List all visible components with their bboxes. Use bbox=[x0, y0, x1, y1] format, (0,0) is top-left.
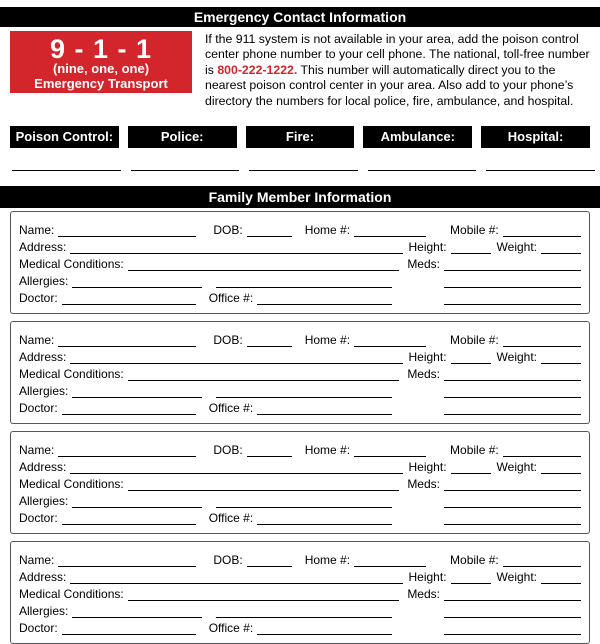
doctor-field-line[interactable] bbox=[62, 512, 196, 525]
member-row-doctor bbox=[19, 398, 581, 415]
family-member-card-4 bbox=[10, 541, 590, 644]
emergency-contact-lines-row bbox=[12, 170, 595, 172]
member-row-name bbox=[19, 329, 581, 346]
weight-label: Weight: bbox=[496, 569, 537, 584]
family-member-header-bar bbox=[0, 186, 600, 208]
member-row-address bbox=[19, 567, 581, 584]
office-phone-label: Office #: bbox=[208, 511, 254, 526]
address-label: Address: bbox=[19, 239, 67, 254]
member-row-allergies bbox=[19, 601, 581, 618]
ambulance-label-box: Ambulance: bbox=[363, 126, 472, 148]
allergies-label: Allergies: bbox=[19, 494, 69, 509]
weight-label: Weight: bbox=[496, 349, 537, 364]
doctor-field-line[interactable] bbox=[62, 402, 196, 415]
office-phone-field-line[interactable] bbox=[257, 512, 392, 525]
name-label: Name: bbox=[19, 332, 55, 347]
address-field-line[interactable] bbox=[70, 461, 402, 474]
instructions-text-before: If the 911 system is not available in your area, add the poison control center phone number to your cell phone. The national, toll-free number is bbox=[205, 32, 590, 77]
home-phone-label: Home #: bbox=[304, 222, 351, 237]
dob-field-line[interactable] bbox=[247, 334, 292, 347]
mobile-phone-field-line[interactable] bbox=[503, 554, 581, 567]
member-row-doctor bbox=[19, 288, 581, 305]
home-phone-field-line[interactable] bbox=[354, 554, 426, 567]
mobile-phone-field-line[interactable] bbox=[503, 224, 581, 237]
911-subtitle: Emergency Transport System bbox=[34, 76, 168, 106]
medical-conditions-label: Medical Conditions: bbox=[19, 256, 124, 271]
meds-field-line[interactable] bbox=[444, 368, 581, 381]
address-field-line[interactable] bbox=[70, 571, 402, 584]
office-phone-label: Office #: bbox=[208, 401, 254, 416]
fire-label-box: Fire: bbox=[246, 126, 355, 148]
weight-field-line[interactable] bbox=[541, 571, 581, 584]
member-row-medical bbox=[19, 584, 581, 601]
member-row-medical bbox=[19, 364, 581, 381]
height-field-line[interactable] bbox=[451, 351, 491, 364]
office-phone-field-line[interactable] bbox=[257, 292, 392, 305]
emergency-contact-labels-row bbox=[10, 126, 590, 148]
weight-field-line[interactable] bbox=[541, 351, 581, 364]
mobile-phone-label: Mobile #: bbox=[450, 442, 499, 457]
name-label: Name: bbox=[19, 222, 55, 237]
allergies-field-line[interactable] bbox=[72, 605, 202, 618]
allergies-label: Allergies: bbox=[19, 384, 69, 399]
meds-continuation-line[interactable] bbox=[444, 385, 581, 398]
medical-conditions-field-line[interactable] bbox=[128, 258, 400, 271]
name-label: Name: bbox=[19, 442, 55, 457]
home-phone-field-line[interactable] bbox=[354, 444, 426, 457]
height-label: Height: bbox=[408, 569, 447, 584]
911-red-box bbox=[10, 31, 192, 106]
meds-field-line[interactable] bbox=[444, 478, 581, 491]
home-phone-label: Home #: bbox=[304, 442, 351, 457]
medical-conditions-field-line[interactable] bbox=[128, 368, 400, 381]
home-phone-field-line[interactable] bbox=[354, 224, 426, 237]
home-phone-label: Home #: bbox=[304, 332, 351, 347]
ambulance-field-line[interactable] bbox=[368, 170, 477, 172]
family-member-card-1 bbox=[10, 211, 590, 314]
home-phone-label: Home #: bbox=[304, 552, 351, 567]
doctor-label: Doctor: bbox=[19, 401, 58, 416]
meds-continuation-line-2[interactable] bbox=[444, 512, 581, 525]
member-row-address bbox=[19, 457, 581, 474]
height-field-line[interactable] bbox=[451, 461, 491, 474]
police-field-line[interactable] bbox=[131, 170, 240, 172]
instructions-text-after: This number will automatically direct you to the nearest poison control center in your area. Also add to your phone’s directory the numbers for local police, fire, ambulance, and hospital. bbox=[205, 62, 574, 108]
address-label: Address: bbox=[19, 569, 67, 584]
name-field-line[interactable] bbox=[58, 334, 196, 347]
member-row-name bbox=[19, 439, 581, 456]
meds-label: Meds: bbox=[407, 366, 440, 381]
member-row-allergies bbox=[19, 381, 581, 398]
doctor-field-line[interactable] bbox=[62, 292, 196, 305]
medical-conditions-label: Medical Conditions: bbox=[19, 366, 124, 381]
name-field-line[interactable] bbox=[58, 444, 196, 457]
office-phone-label: Office #: bbox=[208, 291, 254, 306]
meds-label: Meds: bbox=[407, 256, 440, 271]
office-phone-label: Office #: bbox=[208, 621, 254, 636]
allergies-field-line[interactable] bbox=[72, 385, 202, 398]
height-label: Height: bbox=[408, 239, 447, 254]
allergies-field-line[interactable] bbox=[72, 275, 202, 288]
member-row-doctor bbox=[19, 618, 581, 635]
911-number: 9 - 1 - 1 bbox=[49, 34, 153, 64]
police-label-box: Police: bbox=[128, 126, 237, 148]
address-label: Address: bbox=[19, 349, 67, 364]
member-row-name bbox=[19, 549, 581, 566]
name-label: Name: bbox=[19, 552, 55, 567]
address-label: Address: bbox=[19, 459, 67, 474]
doctor-label: Doctor: bbox=[19, 511, 58, 526]
mobile-phone-field-line[interactable] bbox=[503, 444, 581, 457]
height-label: Height: bbox=[408, 349, 447, 364]
member-row-allergies bbox=[19, 271, 581, 288]
office-phone-field-line[interactable] bbox=[257, 402, 392, 415]
meds-continuation-line[interactable] bbox=[444, 605, 581, 618]
allergies-continuation-line[interactable] bbox=[216, 605, 392, 618]
dob-field-line[interactable] bbox=[247, 444, 292, 457]
emergency-contact-header-bar bbox=[0, 7, 600, 27]
meds-continuation-line-2[interactable] bbox=[444, 292, 581, 305]
name-field-line[interactable] bbox=[58, 224, 196, 237]
intro-section bbox=[10, 31, 590, 121]
member-row-address bbox=[19, 347, 581, 364]
dob-field-line[interactable] bbox=[247, 224, 292, 237]
meds-label: Meds: bbox=[407, 586, 440, 601]
member-row-medical bbox=[19, 474, 581, 491]
allergies-continuation-line[interactable] bbox=[216, 495, 392, 508]
911-spelled: (nine, one, one) bbox=[52, 61, 150, 76]
doctor-label: Doctor: bbox=[19, 291, 58, 306]
meds-label: Meds: bbox=[407, 476, 440, 491]
poison-control-label-box: Poison Control: bbox=[10, 126, 119, 148]
height-label: Height: bbox=[408, 459, 447, 474]
family-member-card-2 bbox=[10, 321, 590, 424]
weight-field-line[interactable] bbox=[541, 461, 581, 474]
weight-label: Weight: bbox=[496, 239, 537, 254]
height-field-line[interactable] bbox=[451, 241, 491, 254]
weight-label: Weight: bbox=[496, 459, 537, 474]
dob-label: DOB: bbox=[213, 442, 243, 457]
member-row-doctor bbox=[19, 508, 581, 525]
meds-field-line[interactable] bbox=[444, 588, 581, 601]
hospital-label-box: Hospital: bbox=[481, 126, 590, 148]
medical-conditions-label: Medical Conditions: bbox=[19, 476, 124, 491]
medical-conditions-field-line[interactable] bbox=[128, 588, 400, 601]
allergies-label: Allergies: bbox=[19, 274, 69, 289]
meds-continuation-line[interactable] bbox=[444, 275, 581, 288]
medical-conditions-field-line[interactable] bbox=[128, 478, 400, 491]
member-row-medical bbox=[19, 254, 581, 271]
home-phone-field-line[interactable] bbox=[354, 334, 426, 347]
meds-field-line[interactable] bbox=[444, 258, 581, 271]
meds-continuation-line-2[interactable] bbox=[444, 622, 581, 635]
poison-control-field-line[interactable] bbox=[12, 170, 121, 172]
fire-field-line[interactable] bbox=[249, 170, 358, 172]
mobile-phone-label: Mobile #: bbox=[450, 222, 499, 237]
height-field-line[interactable] bbox=[451, 571, 491, 584]
allergies-field-line[interactable] bbox=[72, 495, 202, 508]
member-row-allergies bbox=[19, 491, 581, 508]
allergies-continuation-line[interactable] bbox=[216, 385, 392, 398]
member-row-address bbox=[19, 237, 581, 254]
dob-label: DOB: bbox=[213, 332, 243, 347]
emergency-contact-title: Emergency Contact Information bbox=[193, 9, 407, 25]
family-member-card-3 bbox=[10, 431, 590, 534]
member-row-name bbox=[19, 219, 581, 236]
dob-label: DOB: bbox=[213, 552, 243, 567]
weight-field-line[interactable] bbox=[541, 241, 581, 254]
mobile-phone-field-line[interactable] bbox=[503, 334, 581, 347]
doctor-label: Doctor: bbox=[19, 621, 58, 636]
mobile-phone-label: Mobile #: bbox=[450, 552, 499, 567]
allergies-label: Allergies: bbox=[19, 604, 69, 619]
allergies-continuation-line[interactable] bbox=[216, 275, 392, 288]
family-member-title: Family Member Information bbox=[208, 189, 392, 206]
meds-continuation-line-2[interactable] bbox=[444, 402, 581, 415]
dob-label: DOB: bbox=[213, 222, 243, 237]
poison-control-phone-number: 800-222-1222. bbox=[217, 62, 298, 77]
meds-continuation-line[interactable] bbox=[444, 495, 581, 508]
poison-control-instructions bbox=[205, 32, 590, 109]
name-field-line[interactable] bbox=[58, 554, 196, 567]
medical-conditions-label: Medical Conditions: bbox=[19, 586, 124, 601]
mobile-phone-label: Mobile #: bbox=[450, 332, 499, 347]
office-phone-field-line[interactable] bbox=[257, 622, 392, 635]
hospital-field-line[interactable] bbox=[486, 170, 595, 172]
address-field-line[interactable] bbox=[70, 241, 402, 254]
dob-field-line[interactable] bbox=[247, 554, 292, 567]
doctor-field-line[interactable] bbox=[62, 622, 196, 635]
address-field-line[interactable] bbox=[70, 351, 402, 364]
